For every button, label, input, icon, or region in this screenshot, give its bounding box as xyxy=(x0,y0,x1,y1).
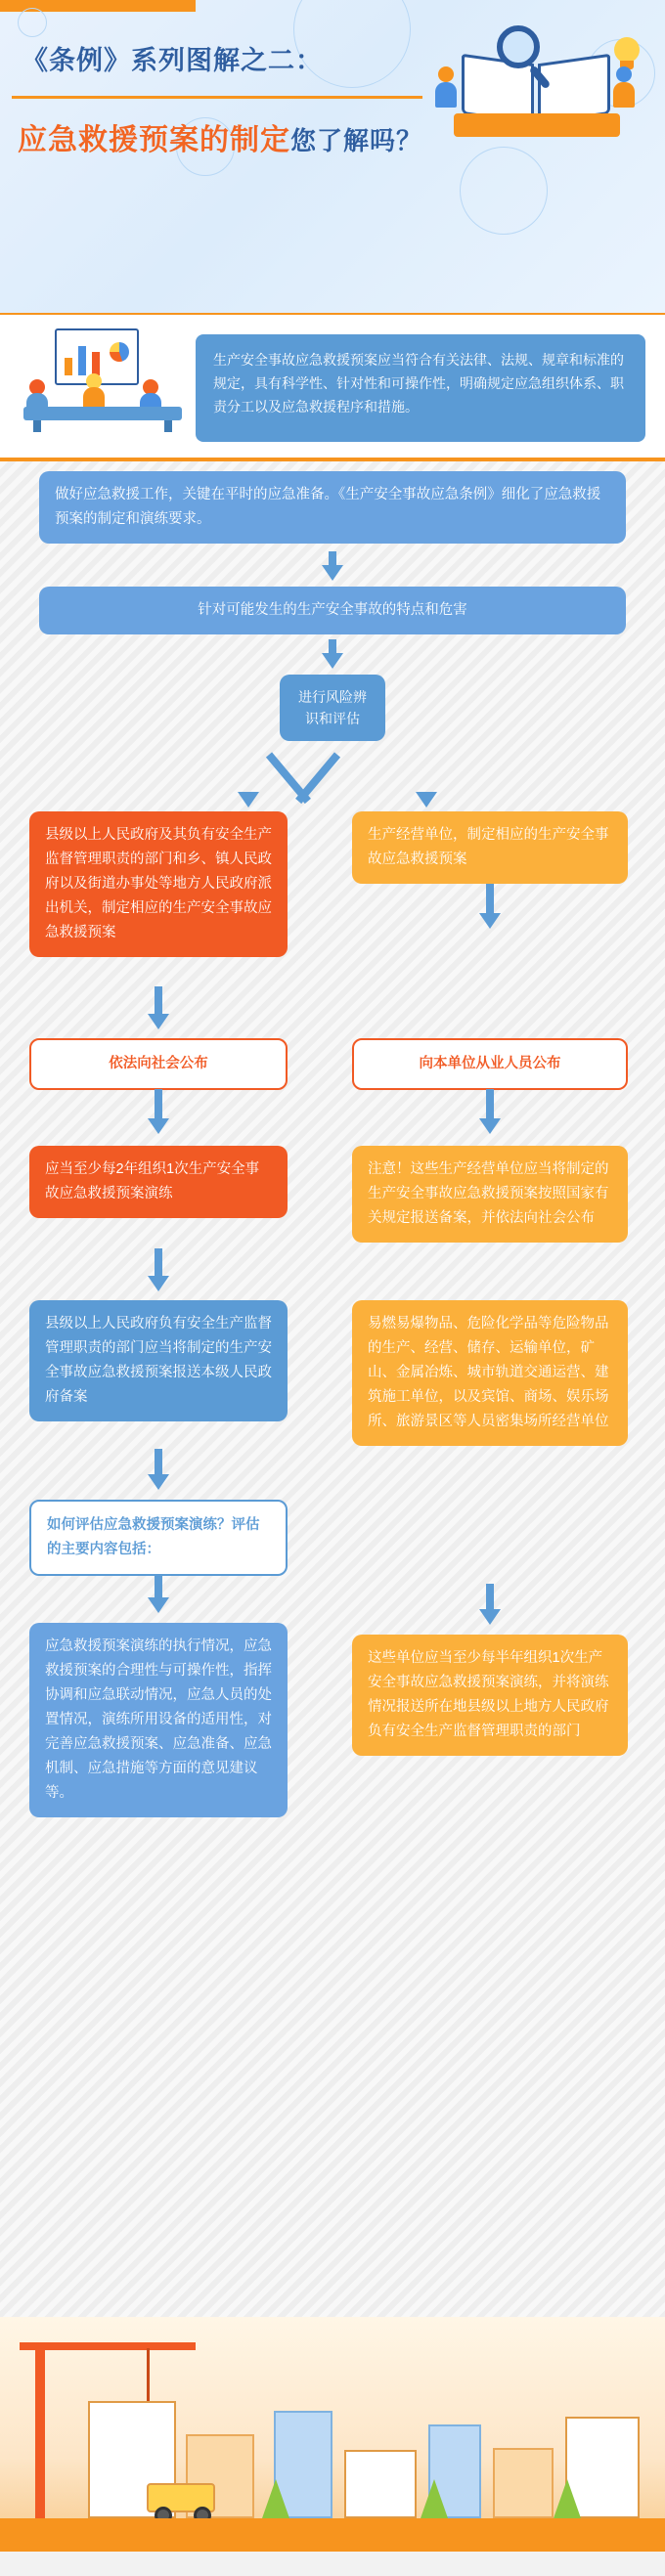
chart-bar xyxy=(78,346,86,375)
header-title-sub: 您了解吗？ xyxy=(290,126,423,155)
arrow-stem xyxy=(155,1449,162,1474)
left-box-public-disclosure: 依法向社会公布 xyxy=(29,1038,288,1090)
arrow-stem xyxy=(155,986,162,1014)
arrow-stem xyxy=(155,1089,162,1118)
arrow-down-icon xyxy=(238,792,259,808)
person-head-icon xyxy=(616,66,632,82)
person-head-icon xyxy=(438,66,454,82)
meeting-table xyxy=(23,407,182,420)
right-box-hazard-units: 易燃易爆物品、危险化学品等危险物品的生产、经营、储存、运输单位，矿山、金属冶炼、城市轨道交通运营、建筑施工单位，以及宾馆、商场、娱乐场所、旅游景区等人员密集场所经营单位 xyxy=(352,1300,628,1446)
flow-section xyxy=(0,459,665,2317)
person-body-icon xyxy=(435,82,457,108)
intro-note: 生产安全事故应急救援预案应当符合有关法律、法规、规章和标准的规定，具有科学性、针对性和可操作性，明确规定应急组织体系、职责分工以及应急救援程序和措施。 xyxy=(196,334,645,442)
table-leg xyxy=(33,420,41,432)
flow-step-top1: 做好应急救援工作，关键在平时的应急准备。《生产安全事故应急条例》细化了应急救援预案的制定和演练要求。 xyxy=(39,471,626,544)
flow-step-risk: 进行风险辨识和评估 xyxy=(280,675,385,741)
right-box-enterprise-plan: 生产经营单位，制定相应的生产安全事故应急救援预案 xyxy=(352,811,628,884)
arrow-down-icon xyxy=(479,1609,501,1625)
arrow-stem xyxy=(155,1248,162,1276)
building-white xyxy=(344,2450,417,2518)
building-orange xyxy=(493,2448,554,2518)
header-title-main: 应急救援预案的制定 xyxy=(18,124,290,156)
right-box-semiannual-drill: 这些单位应当至少每半年组织1次生产安全事故应急救援预案演练，并将演练情况报送所在地县级以上地方人民政府负有安全生产监督管理职责的部门 xyxy=(352,1635,628,1756)
ground-strip xyxy=(0,2518,665,2552)
header-title-line2 xyxy=(18,115,422,158)
left-box-government-plan: 县级以上人民政府及其负有安全生产监督管理职责的部门和乡、镇人民政府以及街道办事处等地方人民政府派出机关，制定相应的生产安全事故应急救援预案 xyxy=(29,811,288,957)
book-magnifier-illustration xyxy=(430,4,645,151)
left-box-evaluation-content: 应急救援预案演练的执行情况，应急救援预案的合理性与可操作性，指挥协调和应急联动情况，应急人员的处置情况，演练所用设备的适用性，对完善应急救援预案、应急准备、应急机制、应急措施等方面的意见建议等。 xyxy=(29,1623,288,1817)
left-box-evaluation-title: 如何评估应急救援预案演练？评估的主要内容包括： xyxy=(29,1500,288,1576)
book-base xyxy=(454,113,620,137)
right-box-employee-disclosure: 向本单位从业人员公布 xyxy=(352,1038,628,1090)
person-body-icon xyxy=(613,82,635,108)
arrow-stem xyxy=(486,1584,494,1609)
decorative-circle xyxy=(460,147,548,235)
crane-mast-icon xyxy=(35,2342,45,2518)
arrow-stem xyxy=(329,639,336,653)
arrow-down-icon xyxy=(416,792,437,808)
tree-icon xyxy=(554,2479,581,2518)
header-divider xyxy=(12,96,422,99)
arrow-down-icon xyxy=(148,1014,169,1029)
lightbulb-icon xyxy=(614,37,640,63)
arrow-down-icon xyxy=(322,565,343,581)
chart-bar xyxy=(65,358,72,375)
arrow-stem xyxy=(486,884,494,913)
crane-line xyxy=(147,2348,150,2405)
table-leg xyxy=(164,420,172,432)
crane-jib-icon xyxy=(20,2342,196,2350)
arrow-stem xyxy=(329,551,336,565)
footer-illustration xyxy=(0,2317,665,2552)
flow-step-top2: 针对可能发生的生产安全事故的特点和危害 xyxy=(39,587,626,634)
arrow-down-icon xyxy=(322,653,343,669)
tree-icon xyxy=(421,2479,448,2518)
arrow-down-icon xyxy=(148,1118,169,1134)
arrow-down-icon xyxy=(479,1118,501,1134)
arrow-down-icon xyxy=(148,1276,169,1291)
arrow-stem xyxy=(155,1576,162,1597)
arrow-down-icon xyxy=(479,913,501,929)
header-title-line1: 《条例》系列图解之二： xyxy=(22,46,323,75)
chart-bar xyxy=(92,352,100,375)
arrow-stem xyxy=(486,1089,494,1118)
arrow-branch-right xyxy=(295,752,340,804)
left-box-drill-frequency: 应当至少每2年组织1次生产安全事故应急救援预案演练 xyxy=(29,1146,288,1218)
pie-chart-icon xyxy=(110,342,129,362)
header-banner xyxy=(0,0,665,313)
intro-section xyxy=(0,313,665,459)
arrow-down-icon xyxy=(148,1474,169,1490)
tree-icon xyxy=(262,2479,289,2518)
magnifier-icon xyxy=(497,25,540,68)
left-box-filing-record: 县级以上人民政府负有安全生产监督管理职责的部门应当将制定的生产安全事故应急救援预案报送本级人民政府备案 xyxy=(29,1300,288,1421)
decorative-circle xyxy=(18,8,47,37)
right-box-notice-filing: 注意！这些生产经营单位应当将制定的生产安全事故应急救援预案按照国家有关规定报送备案，并依法向社会公布 xyxy=(352,1146,628,1243)
meeting-illustration xyxy=(16,325,192,432)
arrow-down-icon xyxy=(148,1597,169,1613)
